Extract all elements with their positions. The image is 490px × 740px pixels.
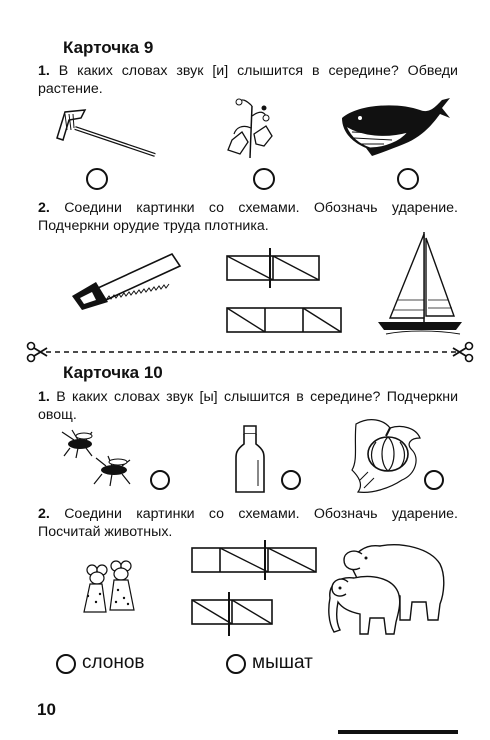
card9-task2-text: Соедини картинки со схемами. Обозначь ударение. Подчеркни орудие труда плотника. <box>38 200 458 234</box>
card9-title: Карточка 9 <box>63 38 154 57</box>
saw-icon <box>68 248 183 313</box>
hammer-icon <box>55 108 165 163</box>
card9-answer-circle-3[interactable] <box>397 168 419 190</box>
card10-answer-circle-3[interactable] <box>424 470 444 490</box>
scheme-4 <box>188 592 278 638</box>
card10-task1-text: В каких словах звук [ы] слышится в середине? Подчеркни овощ. <box>38 389 458 423</box>
bottom-rule <box>338 730 458 734</box>
card10-task2-number: 2. <box>38 506 50 522</box>
scissors-icon <box>452 341 474 363</box>
scheme-3 <box>188 540 320 580</box>
card10-answer-circle-1[interactable] <box>150 470 170 490</box>
slonov-label: слонов <box>82 652 145 673</box>
card10-task2-text: Соедини картинки со схемами. Обозначь ударение. Посчитай животных. <box>38 506 458 540</box>
card9-task1-number: 1. <box>38 63 50 79</box>
bottle-icon <box>232 424 268 496</box>
card10-title: Карточка 10 <box>63 363 163 382</box>
pumpkin-icon <box>350 414 424 498</box>
sailboat-icon <box>376 230 466 340</box>
scheme-1 <box>222 248 327 290</box>
bees-icon <box>56 430 148 490</box>
elephants-icon <box>322 538 452 638</box>
card10-task2 <box>38 505 458 541</box>
card10-task1-number: 1. <box>38 389 50 405</box>
card9-answer-circle-1[interactable] <box>86 168 108 190</box>
page-number: 10 <box>37 700 56 719</box>
cut-line <box>28 340 476 364</box>
card9-answer-circle-2[interactable] <box>253 168 275 190</box>
card10-answer-circle-2[interactable] <box>281 470 301 490</box>
myshat-label: мышат <box>252 652 313 673</box>
card9-task1 <box>38 62 458 98</box>
scissors-icon <box>26 341 48 363</box>
card9-task2-number: 2. <box>38 200 50 216</box>
scheme-2 <box>222 302 347 338</box>
mice-icon <box>78 560 140 620</box>
plant-icon <box>222 96 282 161</box>
slonov-circle[interactable] <box>56 654 76 674</box>
card9-task1-text: В каких словах звук [и] слышится в середине? Обведи растение. <box>38 63 458 97</box>
myshat-circle[interactable] <box>226 654 246 674</box>
whale-icon <box>338 96 453 161</box>
